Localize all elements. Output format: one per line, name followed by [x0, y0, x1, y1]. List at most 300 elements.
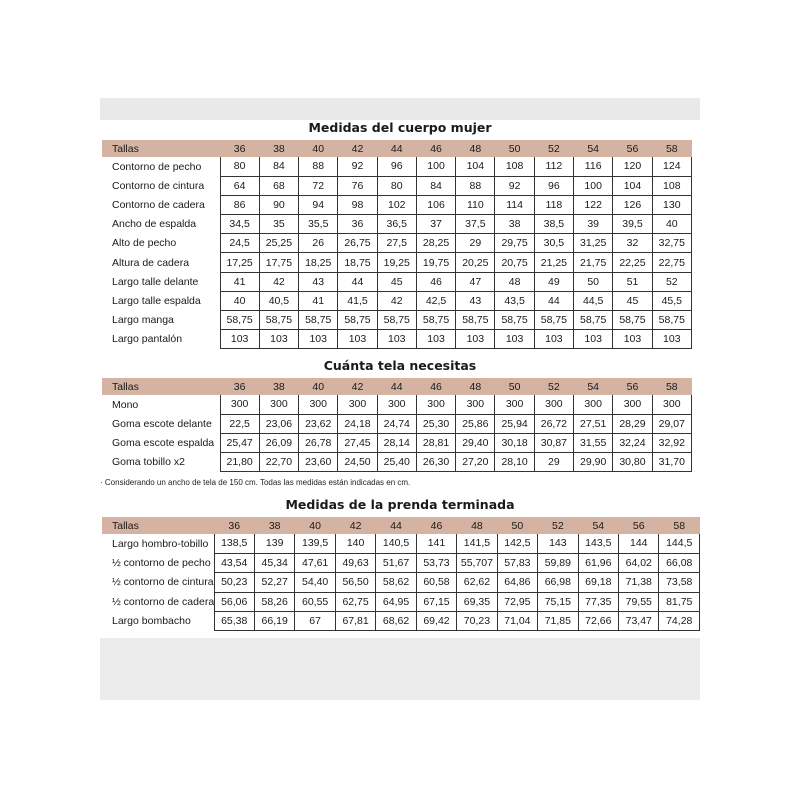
size-header: 56: [613, 140, 652, 157]
row-label: Contorno de pecho: [112, 160, 202, 173]
table-cell: 300: [534, 395, 573, 414]
table-row: [102, 253, 692, 272]
table-row: [102, 592, 700, 611]
table-cell: 58,75: [220, 311, 259, 330]
row-label: Goma tobillo x2: [112, 455, 185, 468]
fabric-note: · Considerando un ancho de tela de 150 cm. Todas las medidas están indicadas en cm.: [100, 478, 411, 487]
table-cell: 60,58: [416, 573, 456, 592]
table-cell: 47: [456, 272, 495, 291]
table-cell: 300: [613, 395, 652, 414]
size-header: 52: [534, 378, 573, 395]
table-cell: 41,5: [338, 291, 377, 310]
table-cell: 58,75: [652, 311, 691, 330]
table-cell: 300: [574, 395, 613, 414]
table-cell: 300: [220, 395, 259, 414]
table-cell: 139: [254, 534, 294, 553]
table2-title: Cuánta tela necesitas: [323, 358, 477, 373]
table-cell: 68: [259, 176, 298, 195]
table-cell: 108: [652, 176, 691, 195]
row-label: ½ contorno de cadera: [112, 595, 214, 608]
table-cell: 76: [338, 176, 377, 195]
table-cell: 22,5: [220, 414, 259, 433]
table-cell: 62,75: [335, 592, 375, 611]
table-cell: 75,15: [538, 592, 578, 611]
table-cell: 23,60: [299, 452, 338, 471]
table-cell: 55,707: [457, 553, 497, 572]
table-cell: 110: [456, 195, 495, 214]
table-cell: 103: [613, 330, 652, 349]
table-cell: 96: [534, 176, 573, 195]
table-cell: 98: [338, 195, 377, 214]
row-label: Goma escote espalda: [112, 436, 215, 449]
row-label: Largo hombro-tobillo: [112, 537, 209, 550]
table-cell: 22,25: [613, 253, 652, 272]
table-cell: 108: [495, 157, 534, 176]
size-header: 42: [335, 517, 375, 534]
table1-title: Medidas del cuerpo mujer: [308, 120, 492, 135]
table-cell: 51,67: [376, 553, 416, 572]
size-header: 40: [299, 140, 338, 157]
table-cell: 28,29: [613, 414, 652, 433]
table-cell: 67: [295, 612, 335, 631]
row-label: Contorno de cadera: [112, 198, 205, 211]
table-row: [102, 414, 692, 433]
table-cell: 28,10: [495, 452, 534, 471]
table-cell: 51: [613, 272, 652, 291]
table-row: [102, 272, 692, 291]
table-cell: 142,5: [497, 534, 537, 553]
table-cell: 18,25: [299, 253, 338, 272]
table-cell: 96: [377, 157, 416, 176]
size-header: 52: [534, 140, 573, 157]
table-cell: 104: [456, 157, 495, 176]
table-cell: 69,42: [416, 612, 456, 631]
table-cell: 26: [299, 234, 338, 253]
size-header: 50: [495, 140, 534, 157]
table-cell: 24,50: [338, 452, 377, 471]
table-cell: 88: [299, 157, 338, 176]
table-cell: 43: [299, 272, 338, 291]
table-cell: 23,06: [259, 414, 298, 433]
table-cell: 126: [613, 195, 652, 214]
table-cell: 103: [416, 330, 455, 349]
size-header: 48: [456, 140, 495, 157]
table-cell: 25,40: [377, 452, 416, 471]
size-header: 46: [416, 517, 456, 534]
table-cell: 21,25: [534, 253, 573, 272]
table-cell: 32,75: [652, 234, 691, 253]
table-cell: 80: [220, 157, 259, 176]
table-cell: 72: [299, 176, 338, 195]
table-cell: 52: [652, 272, 691, 291]
table-cell: 35,5: [299, 215, 338, 234]
table-cell: 29,07: [652, 414, 691, 433]
table-cell: 20,25: [456, 253, 495, 272]
table-cell: 58,75: [574, 311, 613, 330]
table-cell: 300: [299, 395, 338, 414]
size-header: 38: [259, 378, 298, 395]
table-cell: 31,25: [574, 234, 613, 253]
table-cell: 138,5: [214, 534, 254, 553]
table-cell: 72,66: [578, 612, 618, 631]
table-cell: 41: [299, 291, 338, 310]
table-row: [102, 311, 692, 330]
table-cell: 28,14: [377, 433, 416, 452]
size-header: 54: [574, 140, 613, 157]
table-cell: 40: [652, 215, 691, 234]
size-header: 58: [659, 517, 700, 534]
row-label: Largo talle delante: [112, 275, 199, 288]
table-cell: 300: [416, 395, 455, 414]
table-cell: 34,5: [220, 215, 259, 234]
table-cell: 21,75: [574, 253, 613, 272]
table-cell: 44: [534, 291, 573, 310]
table-cell: 22,70: [259, 452, 298, 471]
table-cell: 64: [220, 176, 259, 195]
table-cell: 70,23: [457, 612, 497, 631]
table-cell: 68,62: [376, 612, 416, 631]
size-header: 50: [495, 378, 534, 395]
table-cell: 103: [574, 330, 613, 349]
table-cell: 28,81: [416, 433, 455, 452]
table-row: [102, 395, 692, 414]
table-cell: 58,75: [495, 311, 534, 330]
table-cell: 22,75: [652, 253, 691, 272]
table-row: [102, 534, 700, 553]
table-cell: 65,38: [214, 612, 254, 631]
table-cell: 106: [416, 195, 455, 214]
table-cell: 112: [534, 157, 573, 176]
table-cell: 69,35: [457, 592, 497, 611]
row-label: Largo bombacho: [112, 615, 191, 628]
size-header: 44: [377, 378, 416, 395]
size-header: 42: [338, 140, 377, 157]
table-cell: 31,70: [652, 452, 691, 471]
table-cell: 23,62: [299, 414, 338, 433]
table-cell: 116: [574, 157, 613, 176]
table-cell: 40: [220, 291, 259, 310]
size-header: 54: [574, 378, 613, 395]
size-header: 52: [538, 517, 578, 534]
row-label: Largo talle espalda: [112, 294, 201, 307]
table-cell: 29,75: [495, 234, 534, 253]
table-cell: 46: [416, 272, 455, 291]
table-cell: 37: [416, 215, 455, 234]
table-cell: 103: [495, 330, 534, 349]
table-row: [102, 330, 692, 349]
table-cell: 53,73: [416, 553, 456, 572]
table-cell: 144: [619, 534, 659, 553]
bottom-gray-band: [100, 638, 700, 700]
table-cell: 103: [534, 330, 573, 349]
size-header: 58: [652, 378, 691, 395]
table-cell: 140,5: [376, 534, 416, 553]
size-header: 56: [613, 378, 652, 395]
table-cell: 52,27: [254, 573, 294, 592]
table-row: [102, 433, 692, 452]
table-cell: 140: [335, 534, 375, 553]
table-cell: 143: [538, 534, 578, 553]
table-cell: 81,75: [659, 592, 700, 611]
table-cell: 45: [613, 291, 652, 310]
size-header: 44: [376, 517, 416, 534]
table-cell: 21,80: [220, 452, 259, 471]
table-cell: 58,75: [416, 311, 455, 330]
size-header: 58: [652, 140, 691, 157]
table-cell: 43,54: [214, 553, 254, 572]
table-cell: 71,04: [497, 612, 537, 631]
table-cell: 130: [652, 195, 691, 214]
table-row: [102, 612, 700, 631]
table-cell: 58,75: [534, 311, 573, 330]
table-cell: 64,95: [376, 592, 416, 611]
table-cell: 27,5: [377, 234, 416, 253]
table-cell: 37,5: [456, 215, 495, 234]
table-cell: 41: [220, 272, 259, 291]
table-cell: 17,75: [259, 253, 298, 272]
header-row: [102, 140, 692, 157]
size-header: 56: [619, 517, 659, 534]
row-label: Mono: [112, 398, 139, 411]
table-cell: 27,20: [456, 452, 495, 471]
table-cell: 29,90: [574, 452, 613, 471]
table-cell: 39: [574, 215, 613, 234]
size-header: 42: [338, 378, 377, 395]
table-cell: 32: [613, 234, 652, 253]
size-header: 38: [259, 140, 298, 157]
fabric-needed-table: [102, 378, 692, 472]
table-cell: 45: [377, 272, 416, 291]
table-row: [102, 573, 700, 592]
table-row: [102, 553, 700, 572]
table-cell: 57,83: [497, 553, 537, 572]
table-cell: 80: [377, 176, 416, 195]
table-cell: 44: [338, 272, 377, 291]
table-cell: 58,75: [456, 311, 495, 330]
table-cell: 24,74: [377, 414, 416, 433]
table-cell: 43,5: [495, 291, 534, 310]
table-cell: 300: [338, 395, 377, 414]
table-cell: 90: [259, 195, 298, 214]
row-label: Largo manga: [112, 314, 174, 327]
table-cell: 38,5: [534, 215, 573, 234]
table-cell: 300: [652, 395, 691, 414]
table-cell: 72,95: [497, 592, 537, 611]
table-cell: 92: [495, 176, 534, 195]
table-cell: 103: [299, 330, 338, 349]
size-header: 46: [416, 140, 455, 157]
table-cell: 102: [377, 195, 416, 214]
table-cell: 114: [495, 195, 534, 214]
table-cell: 73,47: [619, 612, 659, 631]
table-cell: 26,72: [534, 414, 573, 433]
table-cell: 103: [456, 330, 495, 349]
table-cell: 24,5: [220, 234, 259, 253]
table-cell: 60,55: [295, 592, 335, 611]
table-cell: 122: [574, 195, 613, 214]
table-cell: 67,81: [335, 612, 375, 631]
table-cell: 73,58: [659, 573, 700, 592]
table-cell: 32,92: [652, 433, 691, 452]
table-cell: 64,86: [497, 573, 537, 592]
table-cell: 35: [259, 215, 298, 234]
table-cell: 45,34: [254, 553, 294, 572]
header-label: Tallas: [102, 517, 214, 534]
table-cell: 58,75: [377, 311, 416, 330]
size-header: 36: [214, 517, 254, 534]
size-header: 40: [295, 517, 335, 534]
table-cell: 143,5: [578, 534, 618, 553]
size-header: 38: [254, 517, 294, 534]
table-cell: 42: [259, 272, 298, 291]
table-cell: 66,19: [254, 612, 294, 631]
size-header: 36: [220, 140, 259, 157]
row-label: ½ contorno de cintura: [112, 576, 214, 589]
body-measurements-table: [102, 140, 692, 349]
table-cell: 71,38: [619, 573, 659, 592]
table-cell: 30,80: [613, 452, 652, 471]
header-label: Tallas: [102, 378, 220, 395]
table-cell: 50: [574, 272, 613, 291]
table-cell: 58,62: [376, 573, 416, 592]
table-cell: 139,5: [295, 534, 335, 553]
table-cell: 29,40: [456, 433, 495, 452]
table-cell: 103: [220, 330, 259, 349]
table-cell: 86: [220, 195, 259, 214]
table-cell: 58,75: [613, 311, 652, 330]
table-cell: 92: [338, 157, 377, 176]
table-cell: 19,25: [377, 253, 416, 272]
size-header: 40: [299, 378, 338, 395]
row-label: Goma escote delante: [112, 417, 212, 430]
table-cell: 62,62: [457, 573, 497, 592]
table-cell: 103: [338, 330, 377, 349]
table-cell: 28,25: [416, 234, 455, 253]
table-cell: 141,5: [457, 534, 497, 553]
table-cell: 40,5: [259, 291, 298, 310]
table-cell: 84: [416, 176, 455, 195]
size-header: 48: [457, 517, 497, 534]
table-cell: 25,94: [495, 414, 534, 433]
table-cell: 88: [456, 176, 495, 195]
size-header: 36: [220, 378, 259, 395]
table-cell: 17,25: [220, 253, 259, 272]
table-cell: 49,63: [335, 553, 375, 572]
table-row: [102, 452, 692, 471]
size-header: 54: [578, 517, 618, 534]
table-cell: 42,5: [416, 291, 455, 310]
table-cell: 59,89: [538, 553, 578, 572]
table-cell: 25,86: [456, 414, 495, 433]
table-cell: 45,5: [652, 291, 691, 310]
table-cell: 18,75: [338, 253, 377, 272]
table-cell: 103: [377, 330, 416, 349]
document-panel: [100, 98, 700, 700]
table-row: [102, 234, 692, 253]
table-row: [102, 157, 692, 176]
table-cell: 56,50: [335, 573, 375, 592]
header-row: [102, 517, 700, 534]
table-cell: 42: [377, 291, 416, 310]
row-label: Alto de pecho: [112, 237, 177, 250]
header-row: [102, 378, 692, 395]
row-label: ½ contorno de pecho: [112, 557, 211, 570]
table-cell: 20,75: [495, 253, 534, 272]
size-header: 44: [377, 140, 416, 157]
table-cell: 58,75: [299, 311, 338, 330]
row-label: Ancho de espalda: [112, 218, 197, 231]
table-cell: 141: [416, 534, 456, 553]
table-cell: 29: [456, 234, 495, 253]
table-cell: 67,15: [416, 592, 456, 611]
table-cell: 100: [574, 176, 613, 195]
table-cell: 54,40: [295, 573, 335, 592]
table-cell: 30,5: [534, 234, 573, 253]
table-row: [102, 291, 692, 310]
table-cell: 32,24: [613, 433, 652, 452]
table-cell: 84: [259, 157, 298, 176]
header-label: Tallas: [102, 140, 220, 157]
row-label: Altura de cadera: [112, 256, 190, 269]
table3-title: Medidas de la prenda terminada: [285, 497, 515, 512]
table-cell: 300: [456, 395, 495, 414]
table-cell: 49: [534, 272, 573, 291]
table-cell: 77,35: [578, 592, 618, 611]
table-cell: 24,18: [338, 414, 377, 433]
table-cell: 30,87: [534, 433, 573, 452]
size-header: 46: [416, 378, 455, 395]
table-cell: 66,98: [538, 573, 578, 592]
table-cell: 36,5: [377, 215, 416, 234]
table-cell: 79,55: [619, 592, 659, 611]
table-cell: 48: [495, 272, 534, 291]
table-cell: 94: [299, 195, 338, 214]
top-gray-band: [100, 98, 700, 120]
table-cell: 69,18: [578, 573, 618, 592]
table-cell: 300: [377, 395, 416, 414]
table-cell: 58,75: [259, 311, 298, 330]
table-cell: 39,5: [613, 215, 652, 234]
size-header: 48: [456, 378, 495, 395]
table-cell: 74,28: [659, 612, 700, 631]
table-cell: 26,30: [416, 452, 455, 471]
table-cell: 47,61: [295, 553, 335, 572]
table-cell: 25,30: [416, 414, 455, 433]
table-cell: 25,25: [259, 234, 298, 253]
table-row: [102, 215, 692, 234]
table-cell: 50,23: [214, 573, 254, 592]
table-cell: 144,5: [659, 534, 700, 553]
row-label: Contorno de cintura: [112, 179, 205, 192]
table-cell: 71,85: [538, 612, 578, 631]
table-cell: 118: [534, 195, 573, 214]
table-cell: 56,06: [214, 592, 254, 611]
table-cell: 103: [652, 330, 691, 349]
table-cell: 104: [613, 176, 652, 195]
table-cell: 58,75: [338, 311, 377, 330]
table-cell: 36: [338, 215, 377, 234]
table-cell: 44,5: [574, 291, 613, 310]
table-cell: 26,78: [299, 433, 338, 452]
table-cell: 64,02: [619, 553, 659, 572]
table-cell: 66,08: [659, 553, 700, 572]
table-cell: 27,51: [574, 414, 613, 433]
table-cell: 124: [652, 157, 691, 176]
table-cell: 61,96: [578, 553, 618, 572]
table-cell: 103: [259, 330, 298, 349]
table-cell: 25,47: [220, 433, 259, 452]
table-cell: 38: [495, 215, 534, 234]
